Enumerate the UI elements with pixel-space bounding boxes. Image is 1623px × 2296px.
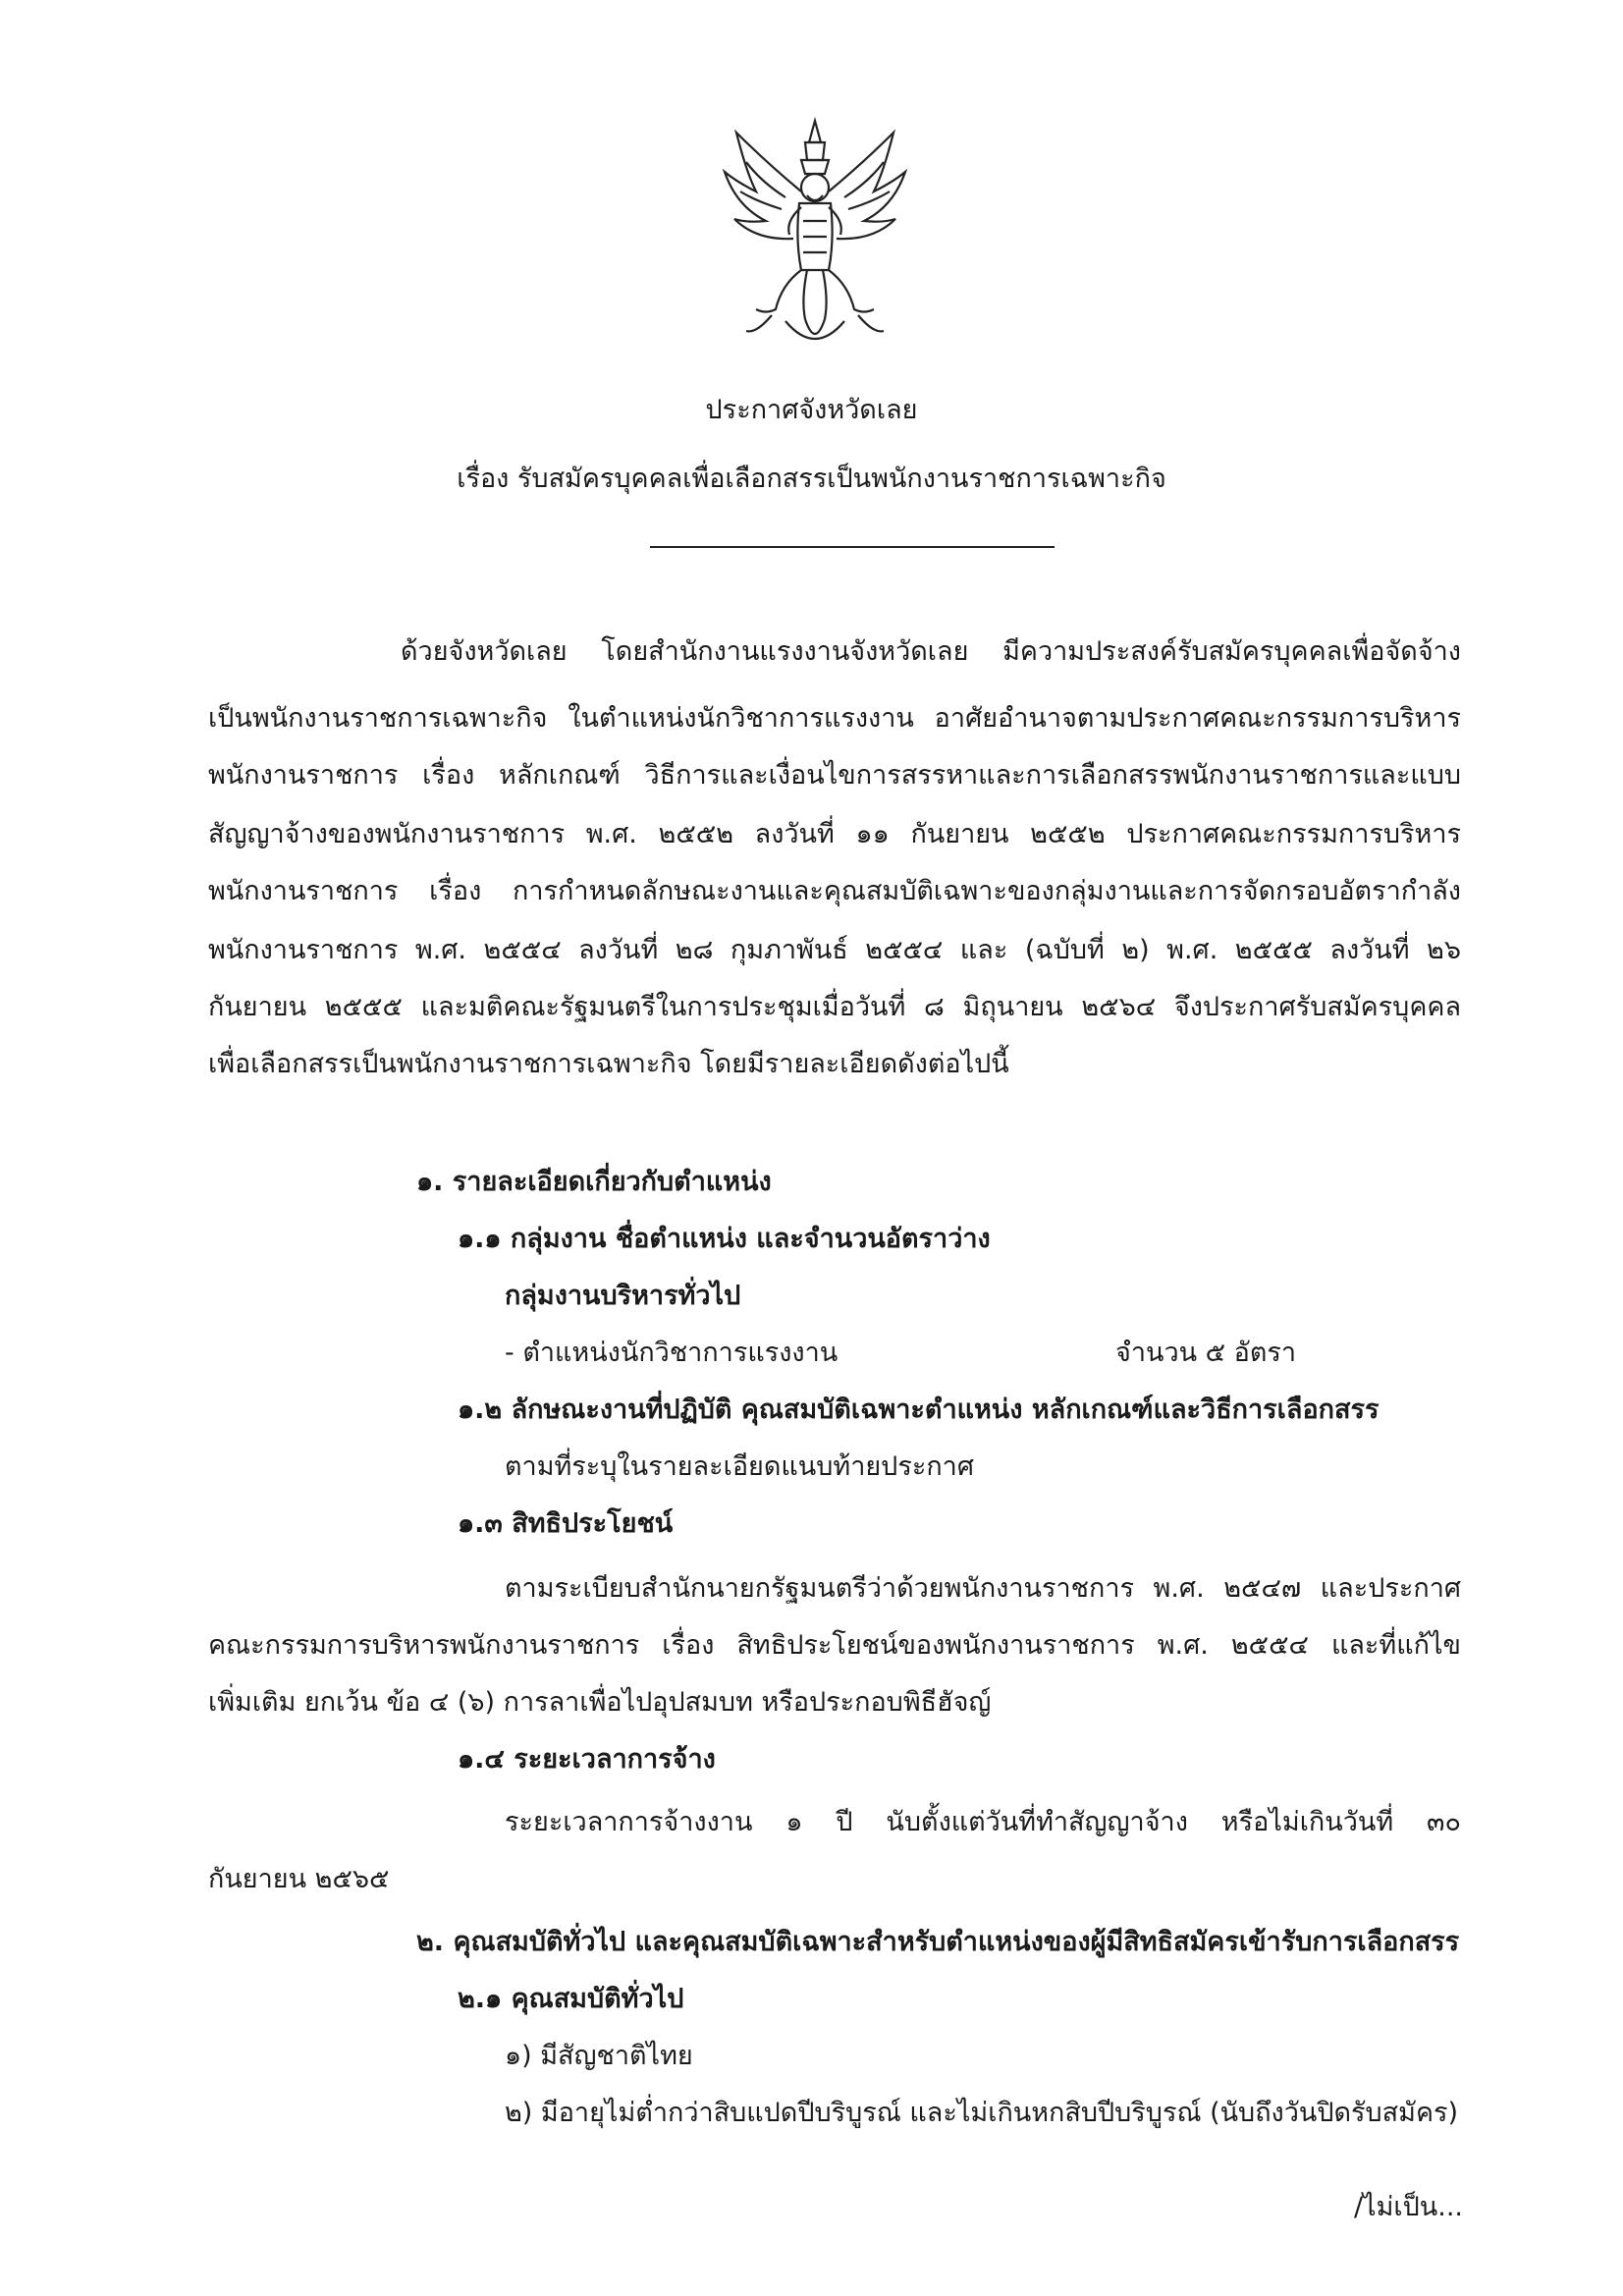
garuda-emblem-icon [717,113,913,358]
title-divider [650,546,1055,548]
qualification-item: ๑) มีสัญชาติไทย [505,2041,693,2071]
position-count: จำนวน ๕ อัตรา [1115,1338,1297,1368]
qualification-item: ๒) มีอายุไม่ต่ำกว่าสิบแปดปีบริบูรณ์ และไม่เกินหกสิบปีบริบูรณ์ (นับถึงวันปิดรับสมัคร) [505,2098,1459,2128]
announcement-title: ประกาศจังหวัดเลย [705,395,918,425]
section-2-1-heading: ๒.๑ คุณสมบัติทั่วไป [458,1984,684,2014]
section-1-2-text: ตามที่ระบุในรายละเอียดแนบท้ายประกาศ [505,1451,974,1482]
section-1-2-heading: ๑.๒ ลักษณะงานที่ปฏิบัติ คุณสมบัติเฉพาะตำแหน่ง หลักเกณฑ์และวิธีการเลือกสรร [458,1394,1380,1425]
intro-line: พนักงานราชการ เรื่อง การกำหนดลักษณะงานและคุณสมบัติเฉพาะของกลุ่มงานและการจัดกรอบอัตรากำลัง [208,876,1461,906]
announcement-subject: เรื่อง รับสมัครบุคคลเพื่อเลือกสรรเป็นพนักงานราชการเฉพาะกิจ [457,464,1166,494]
section-1-4-line: ระยะเวลาการจ้างงาน ๑ ปี นับตั้งแต่วันที่ทำสัญญาจ้าง หรือไม่เกินวันที่ ๓๐ [505,1807,1461,1837]
section-1-1-group: กลุ่มงานบริหารทั่วไป [505,1281,741,1311]
section-1-heading: ๑. รายละเอียดเกี่ยวกับตำแหน่ง [416,1167,772,1197]
intro-line: เพื่อเลือกสรรเป็นพนักงานราชการเฉพาะกิจ โดยมีรายละเอียดดังต่อไปนี้ [208,1049,1009,1079]
intro-line: พนักงานราชการ พ.ศ. ๒๕๕๔ ลงวันที่ ๒๘ กุมภาพันธ์ ๒๕๕๔ และ (ฉบับที่ ๒) พ.ศ. ๒๕๕๕ ลงวันที่ ๒๖ [208,935,1461,965]
intro-line: ด้วยจังหวัดเลย โดยสำนักงานแรงงานจังหวัดเลย มีความประสงค์รับสมัครบุคคลเพื่อจัดจ้าง [401,636,1461,667]
section-1-4-line: กันยายน ๒๕๖๕ [208,1864,390,1894]
section-1-3-line: เพิ่มเติม ยกเว้น ข้อ ๔ (๖) การลาเพื่อไปอุปสมบท หรือประกอบพิธีฮัจญ์ [208,1687,992,1718]
section-1-1-heading: ๑.๑ กลุ่มงาน ชื่อตำแหน่ง และจำนวนอัตราว่าง [458,1224,991,1254]
intro-line: กันยายน ๒๕๕๕ และมติคณะรัฐมนตรีในการประชุมเมื่อวันที่ ๘ มิถุนายน ๒๕๖๔ จึงประกาศรับสมัครบุคคล [208,992,1461,1022]
intro-line: สัญญาจ้างของพนักงานราชการ พ.ศ. ๒๕๕๒ ลงวันที่ ๑๑ กันยายน ๒๕๕๒ ประกาศคณะกรรมการบริหาร [208,819,1461,849]
section-1-3-line: ตามระเบียบสำนักนายกรัฐมนตรีว่าด้วยพนักงานราชการ พ.ศ. ๒๕๔๗ และประกาศ [505,1573,1461,1604]
intro-line: เป็นพนักงานราชการเฉพาะกิจ ในตำแหน่งนักวิชาการแรงงาน อาศัยอำนาจตามประกาศคณะกรรมการบริหาร [208,703,1461,734]
section-2-heading: ๒. คุณสมบัติทั่วไป และคุณสมบัติเฉพาะสำหรับตำแหน่งของผู้มีสิทธิสมัครเข้ารับการเลือกสรร [416,1927,1460,1957]
continued-marker: /ไม่เป็น... [1353,2192,1463,2222]
section-1-3-line: คณะกรรมการบริหารพนักงานราชการ เรื่อง สิทธิประโยชน์ของพนักงานราชการ พ.ศ. ๒๕๕๔ และที่แก้ไข [208,1630,1461,1661]
section-1-4-heading: ๑.๔ ระยะเวลาการจ้าง [458,1744,716,1775]
position-name: - ตำแหน่งนักวิชาการแรงงาน [505,1338,839,1368]
section-1-3-heading: ๑.๓ สิทธิประโยชน์ [458,1508,674,1539]
intro-line: พนักงานราชการ เรื่อง หลักเกณฑ์ วิธีการและเงื่อนไขการสรรหาและการเลือกสรรพนักงานราชการและแบบ [208,760,1461,791]
